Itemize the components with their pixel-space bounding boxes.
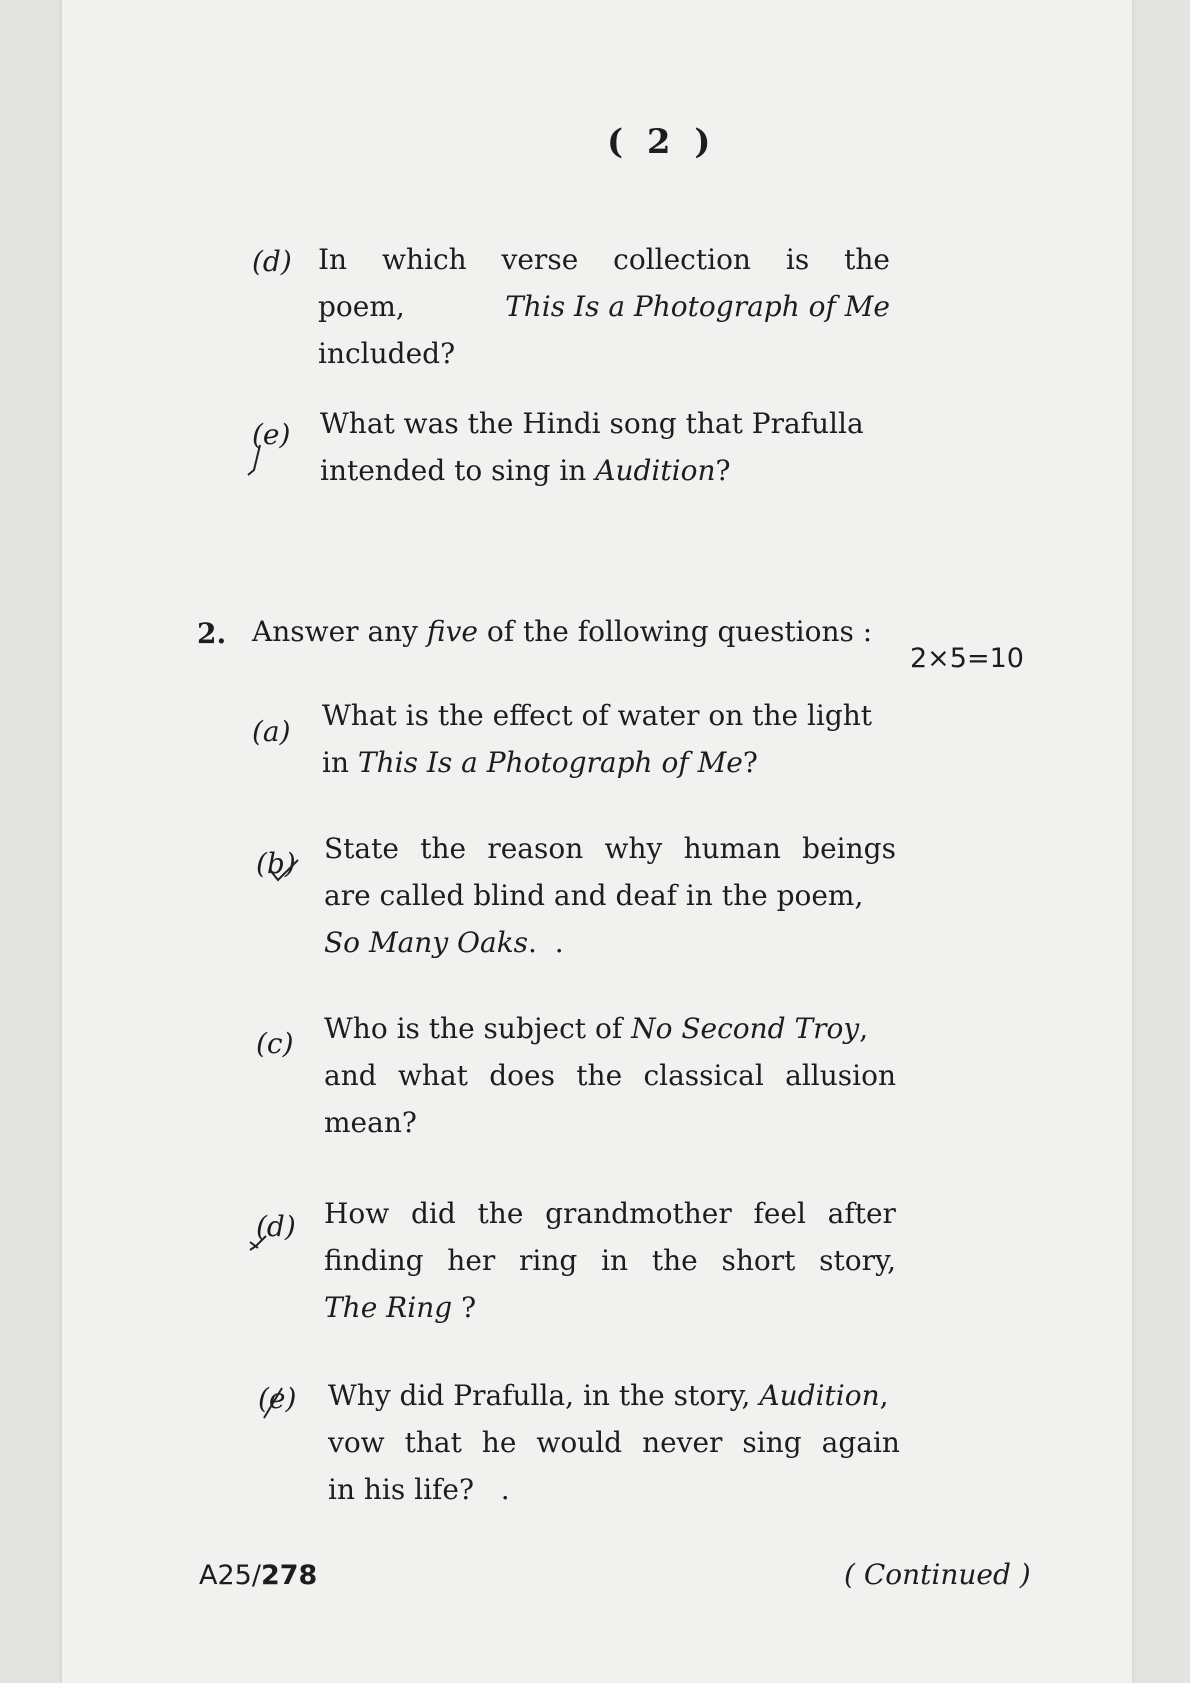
text: .	[528, 926, 537, 959]
handwritten-strike-icon	[260, 1370, 300, 1430]
question-line	[324, 1190, 896, 1237]
question-2c	[324, 1005, 896, 1146]
paper-code-prefix: A25/	[199, 1560, 261, 1591]
item-label: (d)	[252, 245, 292, 278]
word: the	[651, 1244, 698, 1277]
word: finding	[324, 1244, 424, 1277]
poem-title: No Second Troy	[631, 1012, 860, 1045]
text: intended to sing in	[320, 454, 587, 487]
question-line	[318, 236, 890, 283]
emphasis: five	[426, 615, 478, 648]
word: what	[397, 1059, 468, 1092]
word: verse	[501, 243, 579, 276]
word: allusion	[785, 1059, 896, 1092]
item-label: (b)	[256, 847, 296, 880]
word: short	[721, 1244, 796, 1277]
question-line: included?	[318, 337, 456, 370]
question-instruction	[252, 615, 872, 648]
word: feel	[753, 1197, 806, 1230]
word: ring	[519, 1244, 578, 1277]
item-label: (e)	[252, 418, 291, 451]
story-title: Audition	[595, 454, 716, 487]
poem-title: So Many Oaks	[324, 926, 529, 959]
question-line	[324, 919, 896, 966]
text: ,	[859, 1012, 869, 1045]
word: State	[324, 832, 399, 865]
word: did	[410, 1197, 456, 1230]
text: of the following questions :	[486, 615, 873, 648]
word: again	[821, 1426, 900, 1459]
question-line	[324, 1284, 896, 1331]
item-label: (c)	[256, 1027, 294, 1060]
question-line	[322, 739, 894, 786]
question-line: mean?	[324, 1106, 417, 1139]
word: poem,	[318, 290, 405, 323]
question-2d	[324, 1190, 896, 1331]
word: collection	[613, 243, 751, 276]
word: grandmother	[545, 1197, 732, 1230]
item-label: (a)	[252, 715, 291, 748]
word: and	[324, 1059, 377, 1092]
question-line: What is the effect of water on the light	[322, 699, 873, 732]
poem-title: This Is a Photograph of Me	[357, 746, 743, 779]
text: in his life?	[328, 1473, 475, 1506]
handwritten-tick-icon	[268, 850, 308, 910]
question-line	[324, 1237, 896, 1284]
word: vow	[328, 1426, 385, 1459]
word: In	[318, 243, 348, 276]
word: never	[642, 1426, 723, 1459]
word: her	[447, 1244, 496, 1277]
word: beings	[802, 832, 896, 865]
question-line	[318, 283, 890, 330]
question-line: are called blind and deaf in the poem,	[324, 879, 864, 912]
word: story,	[819, 1244, 896, 1277]
story-title: Audition	[759, 1379, 880, 1412]
question-line: What was the Hindi song that Prafulla	[320, 407, 864, 440]
word: classical	[643, 1059, 764, 1092]
question-2b	[324, 825, 896, 966]
word: would	[536, 1426, 623, 1459]
handwritten-tick-icon	[248, 1232, 288, 1292]
text: in	[322, 746, 349, 779]
handwritten-tick-icon	[246, 440, 286, 500]
text: Answer any	[252, 615, 418, 648]
question-1e	[320, 400, 892, 494]
paper-code	[199, 1560, 317, 1591]
text: Why did Prafulla, in the story,	[328, 1379, 751, 1412]
continued-note: ( Continued )	[844, 1558, 1031, 1591]
question-2a	[322, 692, 894, 786]
question-line	[328, 1419, 900, 1466]
text: ?	[452, 1291, 477, 1324]
word: does	[489, 1059, 555, 1092]
word: why	[604, 832, 663, 865]
question-1d	[318, 236, 890, 377]
text: .	[491, 1473, 510, 1506]
word: reason	[487, 832, 584, 865]
word: he	[481, 1426, 517, 1459]
word: human	[683, 832, 781, 865]
question-line	[328, 1466, 900, 1513]
text: ,	[879, 1379, 889, 1412]
word: the	[844, 243, 890, 276]
exam-page	[62, 0, 1132, 1683]
word: is	[785, 243, 810, 276]
word: How	[324, 1197, 390, 1230]
word: after	[827, 1197, 896, 1230]
story-title: The Ring	[324, 1291, 453, 1324]
word: sing	[742, 1426, 802, 1459]
marks-allocation: 2×5=10	[910, 643, 1024, 674]
item-label: (d)	[256, 1210, 296, 1243]
question-number: 2.	[197, 617, 227, 650]
paper-code-number: 278	[260, 1560, 318, 1591]
text: Who is the subject of	[324, 1012, 623, 1045]
question-line	[320, 447, 892, 494]
word: the	[576, 1059, 623, 1092]
text: .	[554, 926, 564, 959]
question-line	[328, 1372, 900, 1419]
text: ?	[715, 454, 731, 487]
question-2e	[328, 1372, 900, 1513]
page-number: ( 2 )	[607, 122, 717, 162]
item-label: (e)	[258, 1382, 297, 1415]
poem-title: This Is a Photograph of Me	[505, 290, 890, 323]
question-line	[324, 1052, 896, 1099]
word: in	[601, 1244, 629, 1277]
question-line	[324, 1005, 896, 1052]
word: which	[381, 243, 467, 276]
word: the	[420, 832, 467, 865]
word: that	[404, 1426, 462, 1459]
text: ?	[742, 746, 758, 779]
question-line	[324, 825, 896, 872]
word: the	[477, 1197, 524, 1230]
